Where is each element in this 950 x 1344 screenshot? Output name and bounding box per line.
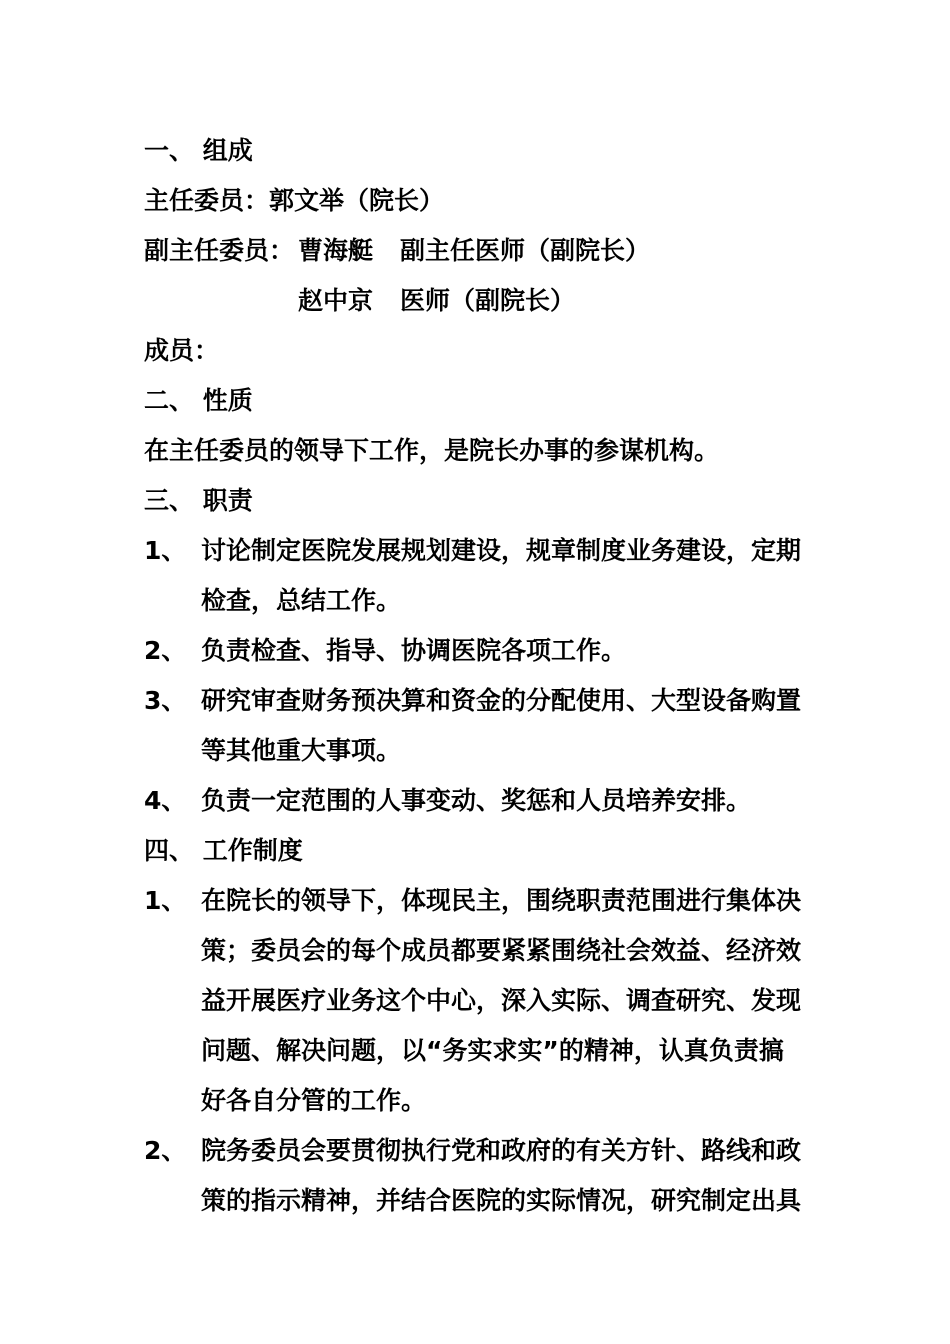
rule-item-text: 问题、解决问题，以“务实求实”的精神，认真负责搞 (201, 1036, 784, 1065)
duty-item-text: 负责检查、指导、协调医院各项工作。 (201, 636, 627, 665)
duty-item-number: 1、 (144, 536, 187, 565)
deputy1-name: 曹海艇 (298, 236, 374, 265)
deputy2-name: 赵中京 (298, 286, 374, 315)
rule-item-text: 益开展医疗业务这个中心，深入实际、调查研究、发现 (201, 986, 802, 1015)
duty-item-number: 2、 (144, 636, 187, 665)
deputy1-title: 副主任医师（副院长） (400, 236, 651, 265)
section4-heading: 四、 工作制度 (144, 836, 303, 865)
duty-item-number: 3、 (144, 686, 187, 715)
section1-heading: 一、 组成 (144, 136, 253, 165)
duty-item-text: 研究审查财务预决算和资金的分配使用、大型设备购置 (201, 686, 802, 715)
rule-item-text: 策；委员会的每个成员都要紧紧围绕社会效益、经济效 (201, 936, 802, 965)
duty-item-text: 检查，总结工作。 (201, 586, 402, 615)
section3-heading: 三、 职责 (144, 486, 253, 515)
section2-heading: 二、 性质 (144, 386, 253, 415)
duty-item-number: 4、 (144, 786, 187, 815)
rule-item-text: 好各自分管的工作。 (201, 1086, 427, 1115)
deputy2-title: 医师（副院长） (400, 286, 576, 315)
rule-item-text: 策的指示精神，并结合医院的实际情况，研究制定出具 (201, 1186, 802, 1215)
members-line: 成员： (144, 336, 220, 365)
director-line: 主任委员：郭文举（院长） (144, 186, 445, 215)
duty-item-text: 等其他重大事项。 (201, 736, 402, 765)
duty-item-text: 讨论制定医院发展规划建设，规章制度业务建设，定期 (201, 536, 802, 565)
deputy-label: 副主任委员： (144, 236, 295, 265)
duty-item-text: 负责一定范围的人事变动、奖惩和人员培养安排。 (201, 786, 752, 815)
rule-item-number: 1、 (144, 886, 187, 915)
rule-item-text: 在院长的领导下，体现民主，围绕职责范围进行集体决 (201, 886, 802, 915)
rule-item-number: 2、 (144, 1136, 187, 1165)
section2-text: 在主任委员的领导下工作，是院长办事的参谋机构。 (144, 436, 720, 465)
rule-item-text: 院务委员会要贯彻执行党和政府的有关方针、路线和政 (201, 1136, 802, 1165)
